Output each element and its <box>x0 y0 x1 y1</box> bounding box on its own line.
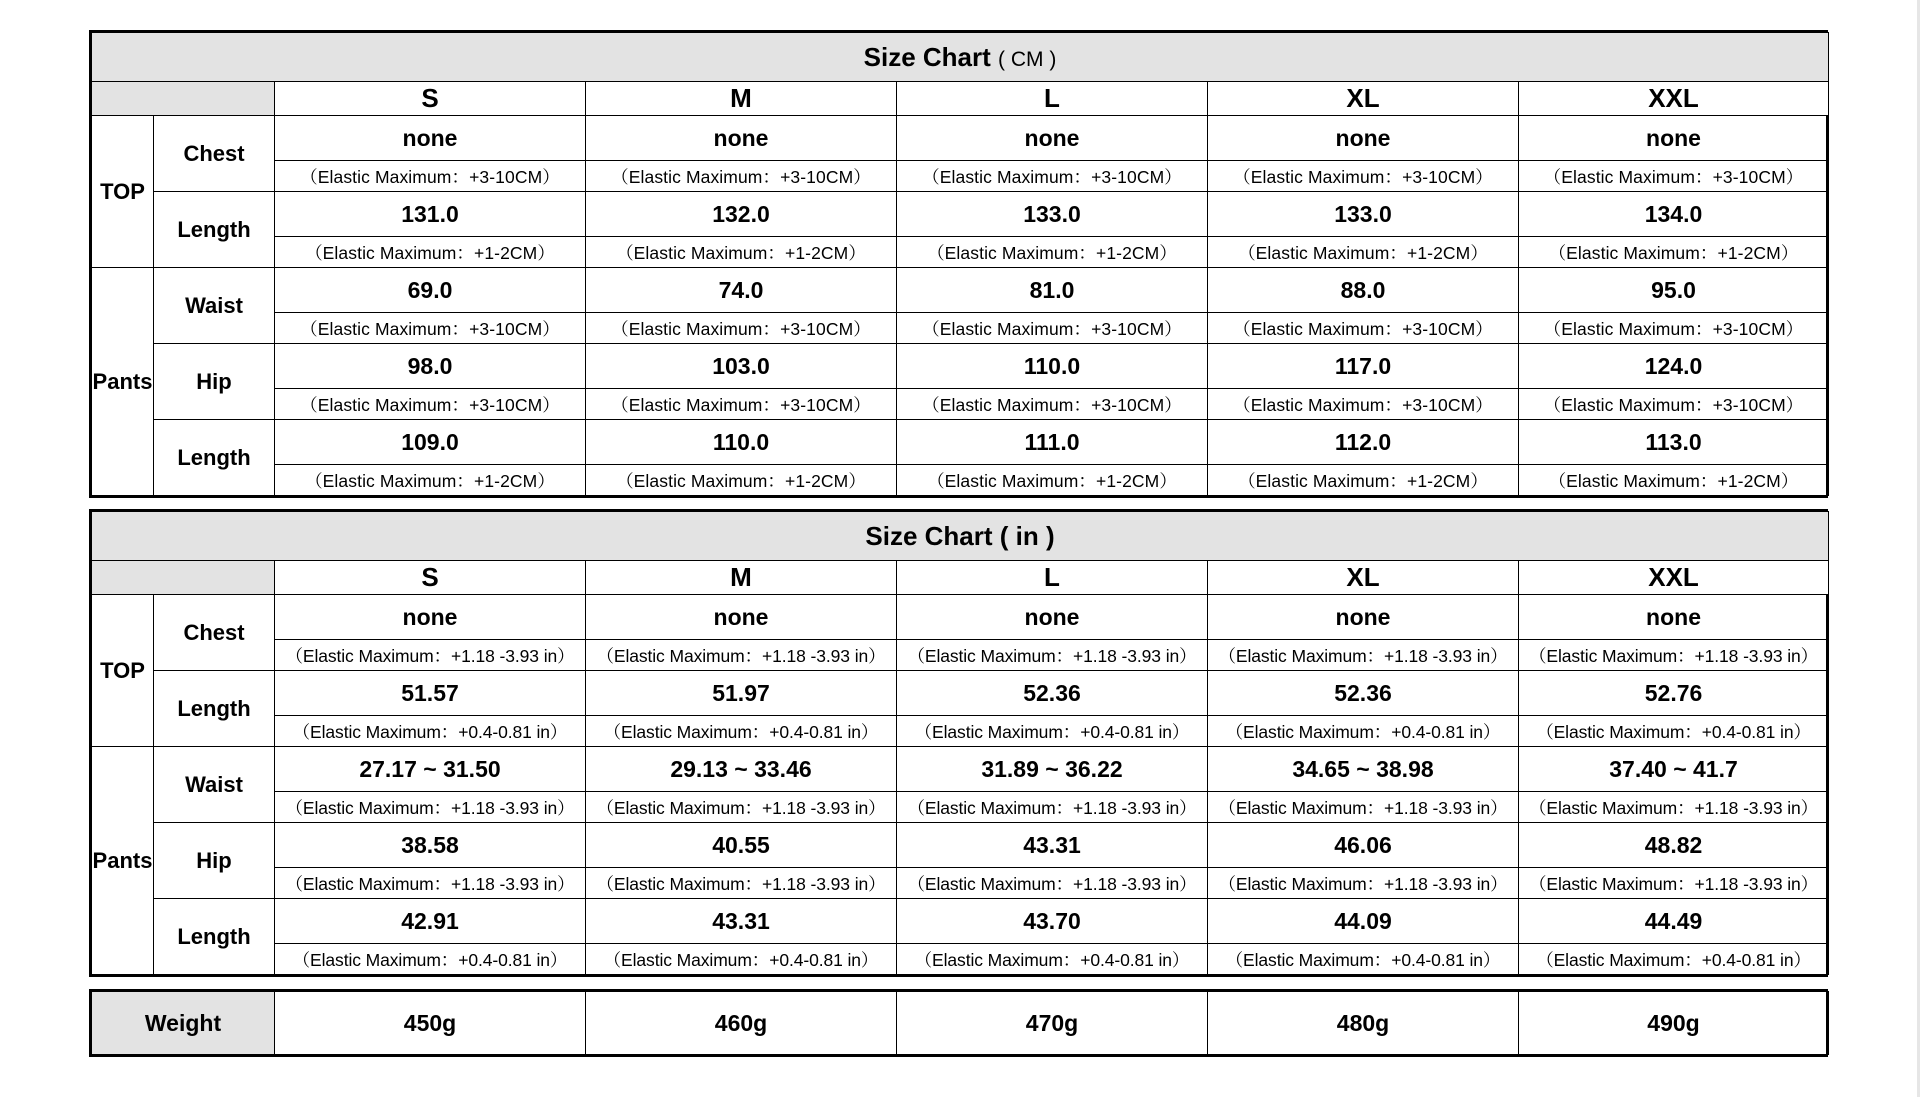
size-header-row <box>92 82 1829 116</box>
value-cell: 124.0 <box>1519 344 1829 389</box>
elastic-note: （Elastic Maximum：+1.18 -3.93 in） <box>1519 640 1829 671</box>
value-cell: 111.0 <box>897 420 1208 465</box>
size-chart-cm-table <box>91 32 1829 496</box>
measure-label: Hip <box>154 823 275 899</box>
measure-label: Hip <box>154 344 275 420</box>
value-cell: none <box>1519 116 1829 161</box>
elastic-note: （Elastic Maximum：+3-10CM） <box>1519 161 1829 192</box>
value-cell: none <box>1208 116 1519 161</box>
size-header: M <box>586 82 897 116</box>
value-cell: none <box>586 595 897 640</box>
value-cell: 134.0 <box>1519 192 1829 237</box>
value-cell: 95.0 <box>1519 268 1829 313</box>
header-corner <box>92 561 275 595</box>
value-cell: 43.31 <box>897 823 1208 868</box>
elastic-note: （Elastic Maximum：+1.18 -3.93 in） <box>275 640 586 671</box>
table-row <box>92 116 1829 161</box>
value-cell: 43.31 <box>586 899 897 944</box>
elastic-note: （Elastic Maximum：+0.4-0.81 in） <box>586 944 897 975</box>
size-chart-in <box>89 509 1828 977</box>
table-row <box>92 823 1829 868</box>
value-cell: 34.65 ~ 38.98 <box>1208 747 1519 792</box>
table-row <box>92 671 1829 716</box>
note-row <box>92 161 1829 192</box>
value-cell: 131.0 <box>275 192 586 237</box>
value-cell: 81.0 <box>897 268 1208 313</box>
elastic-note: （Elastic Maximum：+1.18 -3.93 in） <box>897 868 1208 899</box>
elastic-note: （Elastic Maximum：+0.4-0.81 in） <box>1208 716 1519 747</box>
size-header: S <box>275 82 586 116</box>
value-cell: 37.40 ~ 41.7 <box>1519 747 1829 792</box>
elastic-note: （Elastic Maximum：+3-10CM） <box>586 389 897 420</box>
elastic-note: （Elastic Maximum：+0.4-0.81 in） <box>1519 944 1829 975</box>
elastic-note: （Elastic Maximum：+1.18 -3.93 in） <box>1519 792 1829 823</box>
elastic-note: （Elastic Maximum：+3-10CM） <box>897 161 1208 192</box>
value-cell: none <box>275 595 586 640</box>
elastic-note: （Elastic Maximum：+3-10CM） <box>1208 389 1519 420</box>
note-row <box>92 716 1829 747</box>
value-cell: 110.0 <box>586 420 897 465</box>
size-chart-cm <box>89 30 1828 498</box>
elastic-note: （Elastic Maximum：+0.4-0.81 in） <box>897 944 1208 975</box>
elastic-note: （Elastic Maximum：+1.18 -3.93 in） <box>275 868 586 899</box>
elastic-note: （Elastic Maximum：+1.18 -3.93 in） <box>275 792 586 823</box>
chart-title <box>92 33 1829 82</box>
elastic-note: （Elastic Maximum：+3-10CM） <box>897 389 1208 420</box>
elastic-note: （Elastic Maximum：+1-2CM） <box>1208 237 1519 268</box>
category-label: TOP <box>92 595 154 747</box>
elastic-note: （Elastic Maximum：+3-10CM） <box>897 313 1208 344</box>
value-cell: 31.89 ~ 36.22 <box>897 747 1208 792</box>
table-row <box>92 344 1829 389</box>
value-cell: 38.58 <box>275 823 586 868</box>
weight-value: 470g <box>897 992 1208 1055</box>
value-cell: 51.97 <box>586 671 897 716</box>
value-cell: 44.09 <box>1208 899 1519 944</box>
value-cell: 103.0 <box>586 344 897 389</box>
measure-label: Length <box>154 899 275 975</box>
elastic-note: （Elastic Maximum：+1-2CM） <box>586 237 897 268</box>
elastic-note: （Elastic Maximum：+3-10CM） <box>1208 313 1519 344</box>
note-row <box>92 792 1829 823</box>
size-header: XXL <box>1519 561 1829 595</box>
value-cell: 48.82 <box>1519 823 1829 868</box>
elastic-note: （Elastic Maximum：+3-10CM） <box>1208 161 1519 192</box>
measure-label: Length <box>154 671 275 747</box>
elastic-note: （Elastic Maximum：+1-2CM） <box>1519 237 1829 268</box>
note-row <box>92 868 1829 899</box>
elastic-note: （Elastic Maximum：+1.18 -3.93 in） <box>1208 640 1519 671</box>
value-cell: 74.0 <box>586 268 897 313</box>
category-label: Pants <box>92 268 154 496</box>
elastic-note: （Elastic Maximum：+1-2CM） <box>586 465 897 496</box>
measure-label: Waist <box>154 268 275 344</box>
elastic-note: （Elastic Maximum：+3-10CM） <box>275 313 586 344</box>
measure-label: Chest <box>154 116 275 192</box>
size-header: M <box>586 561 897 595</box>
table-row <box>92 420 1829 465</box>
value-cell: none <box>586 116 897 161</box>
elastic-note: （Elastic Maximum：+1-2CM） <box>1208 465 1519 496</box>
value-cell: none <box>275 116 586 161</box>
elastic-note: （Elastic Maximum：+1.18 -3.93 in） <box>586 640 897 671</box>
weight-label: Weight <box>92 992 275 1055</box>
elastic-note: （Elastic Maximum：+0.4-0.81 in） <box>1519 716 1829 747</box>
header-corner <box>92 82 275 116</box>
elastic-note: （Elastic Maximum：+0.4-0.81 in） <box>275 716 586 747</box>
size-header: S <box>275 561 586 595</box>
value-cell: 40.55 <box>586 823 897 868</box>
value-cell: 112.0 <box>1208 420 1519 465</box>
elastic-note: （Elastic Maximum：+3-10CM） <box>1519 389 1829 420</box>
elastic-note: （Elastic Maximum：+3-10CM） <box>1519 313 1829 344</box>
value-cell: 110.0 <box>897 344 1208 389</box>
elastic-note: （Elastic Maximum：+1-2CM） <box>275 465 586 496</box>
elastic-note: （Elastic Maximum：+1.18 -3.93 in） <box>1208 792 1519 823</box>
value-cell: none <box>897 595 1208 640</box>
weight-row <box>92 992 1829 1055</box>
value-cell: 43.70 <box>897 899 1208 944</box>
weight-table <box>89 989 1828 1057</box>
elastic-note: （Elastic Maximum：+0.4-0.81 in） <box>1208 944 1519 975</box>
table-row <box>92 747 1829 792</box>
weight-value: 490g <box>1519 992 1829 1055</box>
elastic-note: （Elastic Maximum：+1-2CM） <box>1519 465 1829 496</box>
chart-title-unit: ( CM ) <box>998 47 1057 71</box>
chart-title-text: Size Chart <box>863 41 991 72</box>
value-cell: 51.57 <box>275 671 586 716</box>
value-cell: none <box>1519 595 1829 640</box>
elastic-note: （Elastic Maximum：+0.4-0.81 in） <box>897 716 1208 747</box>
value-cell: 44.49 <box>1519 899 1829 944</box>
table-row <box>92 268 1829 313</box>
note-row <box>92 640 1829 671</box>
value-cell: 132.0 <box>586 192 897 237</box>
category-label: TOP <box>92 116 154 268</box>
measure-label: Length <box>154 192 275 268</box>
note-row <box>92 389 1829 420</box>
elastic-note: （Elastic Maximum：+1.18 -3.93 in） <box>897 792 1208 823</box>
value-cell: 88.0 <box>1208 268 1519 313</box>
size-header: L <box>897 561 1208 595</box>
chart-title <box>92 512 1829 561</box>
weight-value: 460g <box>586 992 897 1055</box>
value-cell: 46.06 <box>1208 823 1519 868</box>
elastic-note: （Elastic Maximum：+1.18 -3.93 in） <box>1208 868 1519 899</box>
elastic-note: （Elastic Maximum：+1.18 -3.93 in） <box>586 792 897 823</box>
size-header: XXL <box>1519 82 1829 116</box>
size-header: L <box>897 82 1208 116</box>
elastic-note: （Elastic Maximum：+1.18 -3.93 in） <box>897 640 1208 671</box>
value-cell: 69.0 <box>275 268 586 313</box>
category-label: Pants <box>92 747 154 975</box>
table-row <box>92 192 1829 237</box>
elastic-note: （Elastic Maximum：+3-10CM） <box>275 389 586 420</box>
note-row <box>92 944 1829 975</box>
value-cell: 133.0 <box>1208 192 1519 237</box>
value-cell: 29.13 ~ 33.46 <box>586 747 897 792</box>
value-cell: none <box>897 116 1208 161</box>
measure-label: Chest <box>154 595 275 671</box>
measure-label: Length <box>154 420 275 496</box>
elastic-note: （Elastic Maximum：+1-2CM） <box>897 465 1208 496</box>
size-header: XL <box>1208 82 1519 116</box>
value-cell: 52.36 <box>897 671 1208 716</box>
note-row <box>92 465 1829 496</box>
chart-title-text: Size Chart ( in ) <box>865 520 1055 551</box>
value-cell: 113.0 <box>1519 420 1829 465</box>
measure-label: Waist <box>154 747 275 823</box>
size-chart-in-table <box>91 511 1829 975</box>
elastic-note: （Elastic Maximum：+1.18 -3.93 in） <box>586 868 897 899</box>
value-cell: 98.0 <box>275 344 586 389</box>
elastic-note: （Elastic Maximum：+3-10CM） <box>275 161 586 192</box>
value-cell: 52.76 <box>1519 671 1829 716</box>
value-cell: 42.91 <box>275 899 586 944</box>
value-cell: 109.0 <box>275 420 586 465</box>
size-header: XL <box>1208 561 1519 595</box>
elastic-note: （Elastic Maximum：+3-10CM） <box>586 161 897 192</box>
size-header-row <box>92 561 1829 595</box>
elastic-note: （Elastic Maximum：+0.4-0.81 in） <box>275 944 586 975</box>
value-cell: 117.0 <box>1208 344 1519 389</box>
elastic-note: （Elastic Maximum：+1-2CM） <box>275 237 586 268</box>
value-cell: none <box>1208 595 1519 640</box>
note-row <box>92 237 1829 268</box>
value-cell: 133.0 <box>897 192 1208 237</box>
elastic-note: （Elastic Maximum：+1.18 -3.93 in） <box>1519 868 1829 899</box>
elastic-note: （Elastic Maximum：+3-10CM） <box>586 313 897 344</box>
table-row <box>92 595 1829 640</box>
elastic-note: （Elastic Maximum：+0.4-0.81 in） <box>586 716 897 747</box>
weight-value: 450g <box>275 992 586 1055</box>
value-cell: 52.36 <box>1208 671 1519 716</box>
elastic-note: （Elastic Maximum：+1-2CM） <box>897 237 1208 268</box>
weight-value: 480g <box>1208 992 1519 1055</box>
value-cell: 27.17 ~ 31.50 <box>275 747 586 792</box>
note-row <box>92 313 1829 344</box>
table-row <box>92 899 1829 944</box>
